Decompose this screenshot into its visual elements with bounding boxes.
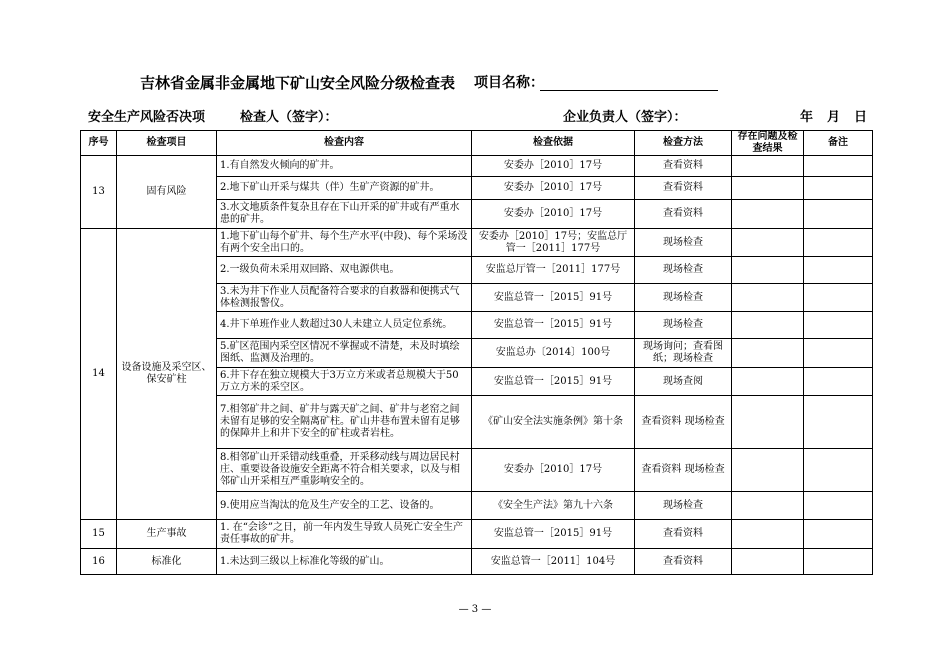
enterprise-label: 企业负责人（签字）： xyxy=(563,110,687,125)
result-cell[interactable] xyxy=(732,520,804,549)
group-no: 13 xyxy=(81,156,117,229)
result-cell[interactable] xyxy=(732,549,804,575)
remark-cell[interactable] xyxy=(804,257,873,284)
group-no: 14 xyxy=(81,229,117,520)
content-cell: 5.矿区范围内采空区情况不掌握或不清楚，未及时填绘图纸、监测及治理的。 xyxy=(217,339,472,368)
remark-cell[interactable] xyxy=(804,177,873,200)
date-year: 年 xyxy=(800,110,814,125)
basis-cell: 安监总管一［2015］91号 xyxy=(472,312,635,339)
basis-cell: 安委办［2010］17号 xyxy=(472,156,635,177)
basis-cell: 安委办［2010］17号；安监总厅管一［2011］177号 xyxy=(472,229,635,257)
result-cell[interactable] xyxy=(732,257,804,284)
basis-cell: 《安全生产法》第九十六条 xyxy=(472,492,635,520)
content-cell: 7.相邻矿井之间、矿井与露天矿之间、矿井与老窑之间未留有足够的安全隔离矿柱。矿山井巷布置未留有足够的保障井上和井下安全的矿柱或者岩柱。 xyxy=(217,396,472,449)
document-title: 吉林省金属非金属地下矿山安全风险分级检查表 xyxy=(140,74,456,92)
col-header-method: 检查方法 xyxy=(635,131,732,156)
result-cell[interactable] xyxy=(732,156,804,177)
remark-cell[interactable] xyxy=(804,312,873,339)
content-cell: 2.一级负荷未采用双回路、双电源供电。 xyxy=(217,257,472,284)
method-cell: 查看资料 xyxy=(635,549,732,575)
content-cell: 2.地下矿山开采与煤共（伴）生矿产资源的矿井。 xyxy=(217,177,472,200)
method-cell: 查看资料 xyxy=(635,200,732,229)
content-cell: 6.井下存在独立规模大于3万立方米或者总规模大于50万立方米的采空区。 xyxy=(217,368,472,396)
col-header-result: 存在问题及检查结果 xyxy=(732,131,804,156)
result-cell[interactable] xyxy=(732,177,804,200)
basis-cell: 安监总厅管一［2011］177号 xyxy=(472,257,635,284)
remark-cell[interactable] xyxy=(804,229,873,257)
content-cell: 1. 在“会诊”之日，前一年内发生导致人员死亡安全生产责任事故的矿井。 xyxy=(217,520,472,549)
inspection-table xyxy=(80,130,873,575)
result-cell[interactable] xyxy=(732,339,804,368)
group-item: 设备设施及采空区、保安矿柱 xyxy=(117,229,217,520)
table-row xyxy=(81,520,873,549)
content-cell: 1.未达到三级以上标准化等级的矿山。 xyxy=(217,549,472,575)
result-cell[interactable] xyxy=(732,229,804,257)
result-cell[interactable] xyxy=(732,368,804,396)
table-row xyxy=(81,229,873,257)
remark-cell[interactable] xyxy=(804,200,873,229)
basis-cell: 安委办［2010］17号 xyxy=(472,177,635,200)
method-cell: 现场检查 xyxy=(635,229,732,257)
table-row xyxy=(81,156,873,177)
result-cell[interactable] xyxy=(732,492,804,520)
method-cell: 现场查阅 xyxy=(635,368,732,396)
basis-cell: 安监总办〔2014〕100号 xyxy=(472,339,635,368)
basis-cell: 安监总管一［2015］91号 xyxy=(472,520,635,549)
result-cell[interactable] xyxy=(732,396,804,449)
col-header-no: 序号 xyxy=(81,131,117,156)
group-no: 15 xyxy=(81,520,117,549)
remark-cell[interactable] xyxy=(804,520,873,549)
method-cell: 现场检查 xyxy=(635,284,732,312)
remark-cell[interactable] xyxy=(804,549,873,575)
method-cell: 查看资料 现场检查 xyxy=(635,396,732,449)
remark-cell[interactable] xyxy=(804,396,873,449)
remark-cell[interactable] xyxy=(804,368,873,396)
group-item: 生产事故 xyxy=(117,520,217,549)
remark-cell[interactable] xyxy=(804,449,873,492)
remark-cell[interactable] xyxy=(804,492,873,520)
header-row xyxy=(81,131,873,156)
col-header-remark: 备注 xyxy=(804,131,873,156)
col-header-content: 检查内容 xyxy=(217,131,472,156)
content-cell: 4.井下单班作业人数超过30人未建立人员定位系统。 xyxy=(217,312,472,339)
method-cell: 查看资料 现场检查 xyxy=(635,449,732,492)
group-item: 标准化 xyxy=(117,549,217,575)
result-cell[interactable] xyxy=(732,312,804,339)
veto-label: 安全生产风险否决项 xyxy=(88,110,206,125)
group-no: 16 xyxy=(81,549,117,575)
col-header-basis: 检查依据 xyxy=(472,131,635,156)
remark-cell[interactable] xyxy=(804,339,873,368)
method-cell: 查看资料 xyxy=(635,177,732,200)
method-cell: 查看资料 xyxy=(635,156,732,177)
basis-cell: 《矿山安全法实施条例》第十条 xyxy=(472,396,635,449)
basis-cell: 安委办［2010］17号 xyxy=(472,200,635,229)
basis-cell: 安委办［2010］17号 xyxy=(472,449,635,492)
remark-cell[interactable] xyxy=(804,156,873,177)
content-cell: 9.使用应当淘汰的危及生产安全的工艺、设备的。 xyxy=(217,492,472,520)
content-cell: 1.地下矿山每个矿井、每个生产水平(中段)、每个采场没有两个安全出口的。 xyxy=(217,229,472,257)
basis-cell: 安监总管一［2015］91号 xyxy=(472,284,635,312)
method-cell: 现场检查 xyxy=(635,492,732,520)
result-cell[interactable] xyxy=(732,200,804,229)
date-month: 月 xyxy=(827,110,841,125)
method-cell: 查看资料 xyxy=(635,520,732,549)
method-cell: 现场检查 xyxy=(635,257,732,284)
basis-cell: 安监总管一［2015］91号 xyxy=(472,368,635,396)
project-name-label: 项目名称： xyxy=(474,75,544,91)
project-name-underline xyxy=(540,90,718,91)
method-cell: 现场询问；查看图纸；现场检查 xyxy=(635,339,732,368)
group-item: 固有风险 xyxy=(117,156,217,229)
inspector-label: 检查人（签字）： xyxy=(240,110,338,125)
content-cell: 3.水文地质条件复杂且存在下山开采的矿井或有严重水患的矿井。 xyxy=(217,200,472,229)
table-row xyxy=(81,549,873,575)
result-cell[interactable] xyxy=(732,449,804,492)
date-day: 日 xyxy=(854,110,868,125)
method-cell: 现场检查 xyxy=(635,312,732,339)
basis-cell: 安监总管一［2011］104号 xyxy=(472,549,635,575)
page-number: — 3 — xyxy=(458,604,492,615)
content-cell: 3.未为井下作业人员配备符合要求的自救器和便携式气体检测报警仪。 xyxy=(217,284,472,312)
remark-cell[interactable] xyxy=(804,284,873,312)
result-cell[interactable] xyxy=(732,284,804,312)
content-cell: 8.相邻矿山开采错动线重叠，开采移动线与周边居民村庄、重要设备设施安全距离不符合相关要求，以及与相邻矿山开采相互严重影响安全的。 xyxy=(217,449,472,492)
content-cell: 1.有自然发火倾向的矿井。 xyxy=(217,156,472,177)
col-header-item: 检查项目 xyxy=(117,131,217,156)
